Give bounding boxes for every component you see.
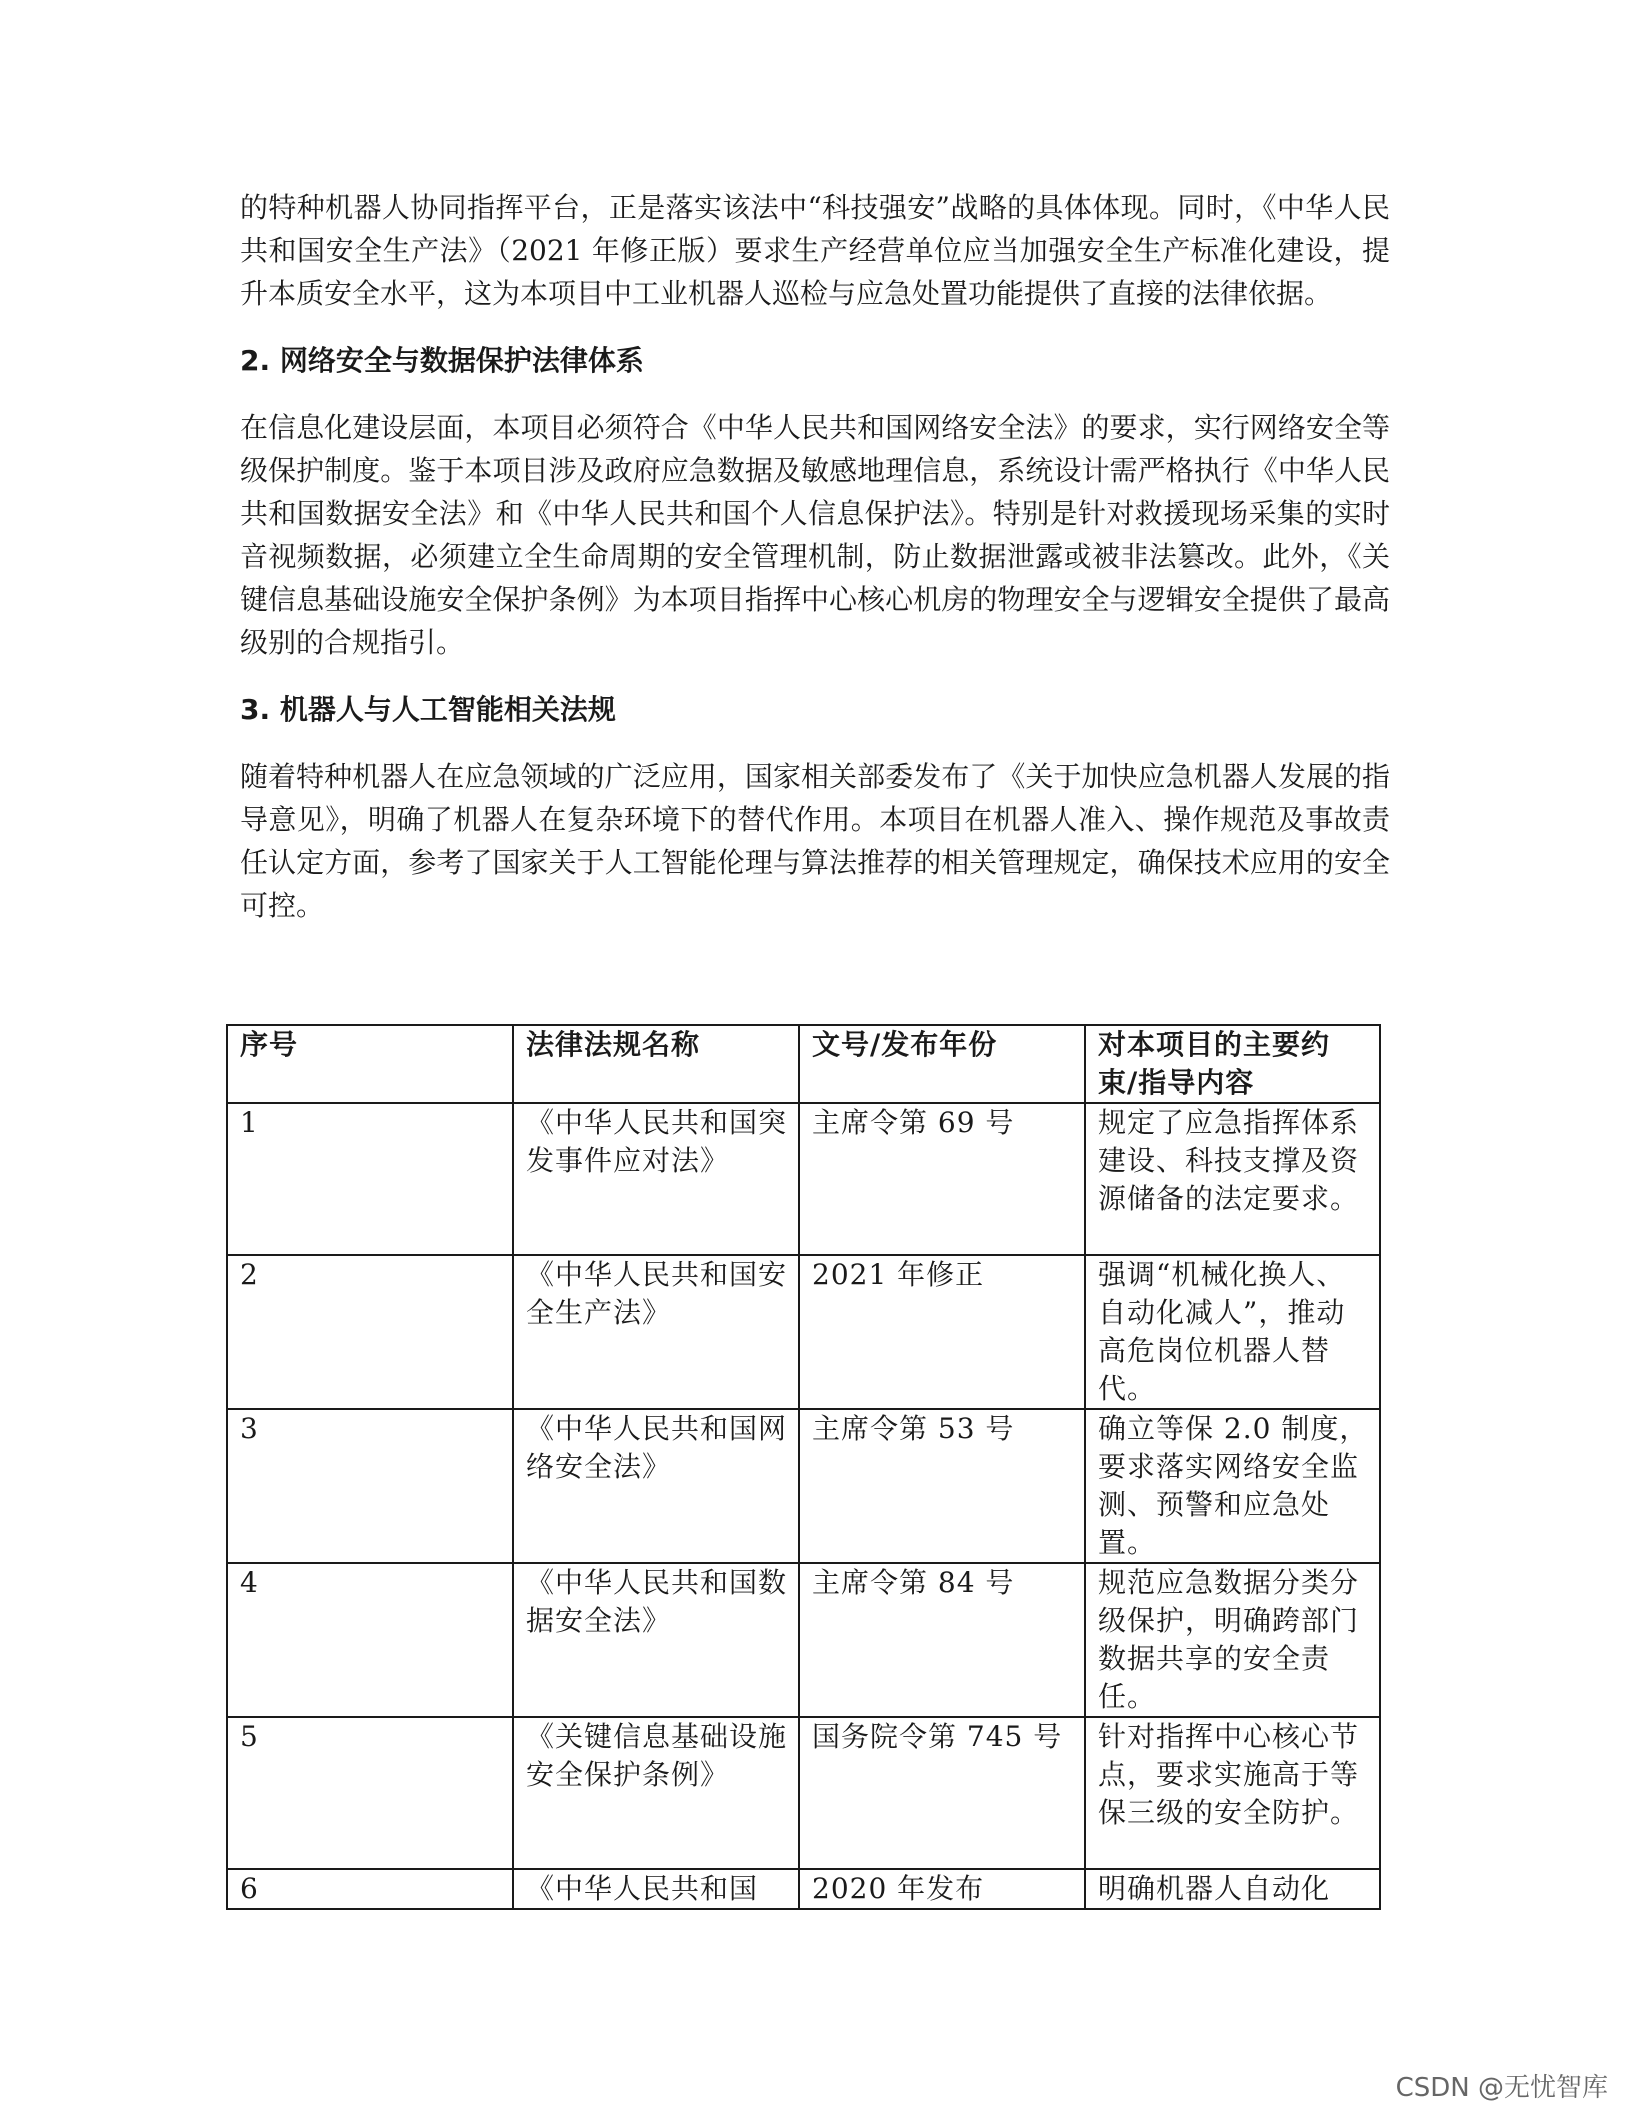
table-row — [227, 1563, 1380, 1717]
cell-content: 针对指挥中心核心节点，要求实施高于等保三级的安全防护。 — [1085, 1717, 1380, 1869]
table-row — [227, 1255, 1380, 1409]
cell-name: 《中华人民共和国 — [513, 1869, 799, 1909]
cell-name: 《中华人民共和国网络安全法》 — [513, 1409, 799, 1563]
table-row — [227, 1103, 1380, 1255]
paragraph-robot: 随着特种机器人在应急领域的广泛应用，国家相关部委发布了《关于加快应急机器人发展的指导意见》，明确了机器人在复杂环境下的替代作用。本项目在机器人准入、操作规范及事故责任认定方面，参考了国家关于人工智能伦理与算法推荐的相关管理规定，确保技术应用的安全可控。 — [240, 760, 1390, 922]
paragraph-intro: 的特种机器人协同指挥平台，正是落实该法中“科技强安”战略的具体体现。同时，《中华人民共和国安全生产法》（2021 年修正版）要求生产经营单位应当加强安全生产标准化建设，提升本质安全水平，这为本项目中工业机器人巡检与应急处置功能提供了直接的法律依据。 — [240, 191, 1390, 310]
cell-no: 2 — [227, 1255, 513, 1409]
cell-no: 3 — [227, 1409, 513, 1563]
cell-doc: 主席令第 53 号 — [799, 1409, 1085, 1563]
cell-doc: 2021 年修正 — [799, 1255, 1085, 1409]
document-body — [240, 186, 1390, 975]
cell-name: 《中华人民共和国安全生产法》 — [513, 1255, 799, 1409]
table-row — [227, 1409, 1380, 1563]
cell-doc: 主席令第 69 号 — [799, 1103, 1085, 1255]
cell-no: 5 — [227, 1717, 513, 1869]
header-doc: 文号/发布年份 — [799, 1025, 1085, 1103]
cell-doc: 国务院令第 745 号 — [799, 1717, 1085, 1869]
header-content: 对本项目的主要约束/指导内容 — [1085, 1025, 1380, 1103]
header-name: 法律法规名称 — [513, 1025, 799, 1103]
cell-name: 《关键信息基础设施安全保护条例》 — [513, 1717, 799, 1869]
cell-content: 强调“机械化换人、自动化减人”，推动高危岗位机器人替代。 — [1085, 1255, 1380, 1409]
cell-doc: 2020 年发布 — [799, 1869, 1085, 1909]
cell-doc: 主席令第 84 号 — [799, 1563, 1085, 1717]
laws-table — [226, 1024, 1381, 1910]
cell-content: 规定了应急指挥体系建设、科技支撑及资源储备的法定要求。 — [1085, 1103, 1380, 1255]
cell-no: 6 — [227, 1869, 513, 1909]
watermark: CSDN @无忧智库 — [1395, 2073, 1608, 2103]
section-heading-robot: 3. 机器人与人工智能相关法规 — [240, 693, 616, 726]
cell-name: 《中华人民共和国数据安全法》 — [513, 1563, 799, 1717]
section-heading-network: 2. 网络安全与数据保护法律体系 — [240, 344, 644, 377]
paragraph-network: 在信息化建设层面，本项目必须符合《中华人民共和国网络安全法》的要求，实行网络安全等级保护制度。鉴于本项目涉及政府应急数据及敏感地理信息，系统设计需严格执行《中华人民共和国数据安全法》和《中华人民共和国个人信息保护法》。特别是针对救援现场采集的实时音视频数据，必须建立全生命周期的安全管理机制，防止数据泄露或被非法篡改。此外，《关键信息基础设施安全保护条例》为本项目指挥中心核心机房的物理安全与逻辑安全提供了最高级别的合规指引。 — [240, 411, 1390, 659]
cell-name: 《中华人民共和国突发事件应对法》 — [513, 1103, 799, 1255]
cell-no: 1 — [227, 1103, 513, 1255]
cell-content: 规范应急数据分类分级保护，明确跨部门数据共享的安全责任。 — [1085, 1563, 1380, 1717]
cell-content: 明确机器人自动化 — [1085, 1869, 1380, 1909]
cell-no: 4 — [227, 1563, 513, 1717]
table-header-row — [227, 1025, 1380, 1103]
table-row — [227, 1717, 1380, 1869]
header-no: 序号 — [227, 1025, 513, 1103]
cell-content: 确立等保 2.0 制度，要求落实网络安全监测、预警和应急处置。 — [1085, 1409, 1380, 1563]
table-row — [227, 1869, 1380, 1909]
